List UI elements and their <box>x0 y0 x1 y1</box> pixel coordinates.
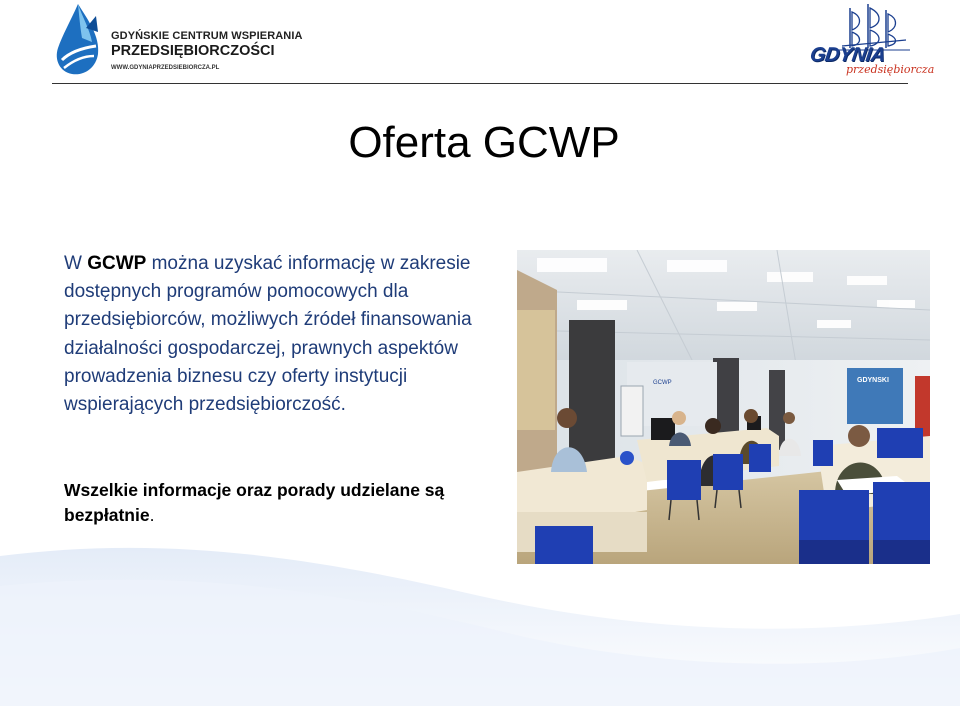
free-advice-note <box>64 478 514 528</box>
gcwp-logo <box>52 2 312 78</box>
drop-arrow-logo-icon <box>52 2 108 78</box>
note-strong: Wszelkie informacje oraz porady udzielane są bezpłatnie <box>64 480 445 525</box>
photo-poster-sign: GDYNSKI <box>857 377 889 384</box>
logo-line-2: PRZEDSIĘBIORCZOŚCI <box>111 43 275 59</box>
gdynia-logo <box>806 0 935 82</box>
note-end: . <box>149 505 155 525</box>
intro-paragraph <box>64 250 514 419</box>
gdynia-wordmark: GDYNIA <box>808 44 887 66</box>
header-divider <box>52 83 908 84</box>
decorative-wave <box>0 536 960 706</box>
slide-title: Oferta GCWP <box>348 118 620 167</box>
intro-rest: można uzyskać informację w zakresie dostępnych programów pomocowych dla przedsiębiorców, możliwych źródeł finansowania działalności gospodarczej, prawnych aspektów prowadzenia biznesu czy oferty instytucji wspierających przedsiębiorczość. <box>64 253 472 416</box>
logo-line-1: GDYŃSKIE CENTRUM WSPIERANIA <box>111 30 303 42</box>
gdynia-tagline: przedsiębiorcza <box>846 63 935 76</box>
logo-url: WWW.GDYNIAPRZEDSIEBIORCZA.PL <box>111 65 220 71</box>
office-photo <box>517 250 930 564</box>
intro-lead: W <box>64 253 88 274</box>
intro-strong: GCWP <box>87 253 147 274</box>
photo-counter-sign: GCWP <box>653 380 672 386</box>
